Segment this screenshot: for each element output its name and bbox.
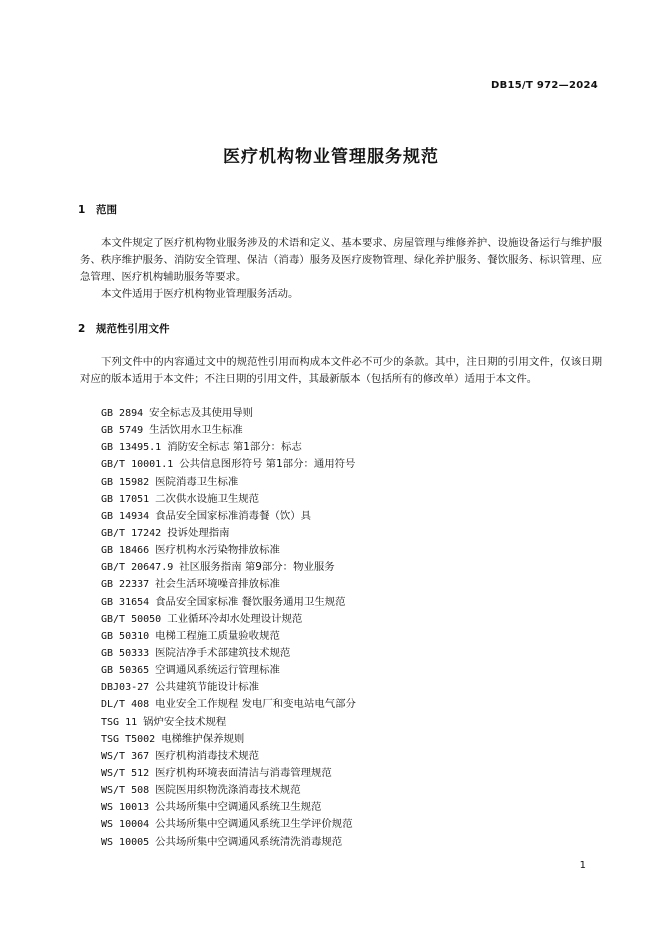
reference-title: 公共信息图形符号 第1部分：通用符号 [179, 458, 356, 471]
reference-title: 食品安全国家标准 餐饮服务通用卫生规范 [155, 595, 346, 608]
reference-code: GB 13495.1 [101, 442, 162, 454]
reference-code: TSG T5002 [101, 733, 156, 745]
section-1-paragraph: 本文件适用于医疗机构物业管理服务活动。 [101, 288, 299, 300]
section-1-body [80, 235, 602, 303]
reference-item [101, 611, 356, 628]
section-2-number: 2 [78, 323, 86, 335]
reference-code: WS 10004 [101, 819, 150, 831]
reference-item [101, 439, 356, 456]
reference-title: 电梯工程施工质量验收规范 [155, 629, 280, 642]
reference-item [101, 748, 356, 765]
reference-code: WS/T 367 [101, 750, 150, 762]
reference-title: 生活饮用水卫生标准 [149, 424, 243, 437]
reference-item [101, 696, 356, 713]
reference-item [101, 542, 356, 559]
reference-item [101, 782, 356, 799]
reference-item [101, 508, 356, 525]
section-1-title: 范围 [96, 204, 117, 216]
section-1-paragraph: 本文件规定了医疗机构物业服务涉及的术语和定义、基本要求、房屋管理与维修养护、设施设备运行与维护服务、秩序维护服务、消防安全管理、保洁（消毒）服务及医疗废物管理、绿化养护服务、餐饮服务、标识管理、应急管理、医疗机构辅助服务等要求。 [80, 237, 602, 283]
reference-item [101, 456, 356, 473]
reference-title: 医院医用织物洗涤消毒技术规范 [155, 784, 301, 797]
reference-title: 公共场所集中空调通风系统清洗消毒规范 [155, 835, 343, 848]
reference-title: 锅炉安全技术规程 [143, 715, 227, 728]
section-1-number: 1 [78, 204, 86, 216]
reference-title: 二次供水设施卫生规范 [155, 492, 260, 505]
reference-code: GB/T 50050 [101, 613, 162, 625]
reference-title: 医院洁净手术部建筑技术规范 [155, 646, 291, 659]
reference-item [101, 834, 356, 851]
reference-code: GB 50333 [101, 647, 150, 659]
reference-item [101, 714, 356, 731]
reference-item [101, 594, 356, 611]
reference-code: GB 50310 [101, 630, 150, 642]
reference-code: GB 15982 [101, 476, 150, 488]
document-code: DB15/T 972—2024 [491, 80, 598, 91]
reference-code: WS/T 508 [101, 785, 150, 797]
reference-title: 医疗机构消毒技术规范 [155, 749, 260, 762]
reference-code: GB/T 17242 [101, 527, 162, 539]
reference-code: GB 14934 [101, 510, 150, 522]
reference-title: 空调通风系统运行管理标准 [155, 664, 280, 677]
reference-code: GB 22337 [101, 579, 150, 591]
section-2-intro-paragraph: 下列文件中的内容通过文中的规范性引用而构成本文件必不可少的条款。其中，注日期的引用文件，仅该日期对应的版本适用于本文件；不注日期的引用文件，其最新版本（包括所有的修改单）适用于本文件。 [80, 356, 602, 385]
reference-code: GB/T 20647.9 [101, 562, 174, 574]
reference-item [101, 474, 356, 491]
reference-title: 公共场所集中空调通风系统卫生规范 [155, 801, 322, 814]
reference-item [101, 662, 356, 679]
reference-item [101, 405, 356, 422]
reference-item [101, 731, 356, 748]
reference-code: GB 5749 [101, 425, 144, 437]
reference-title: 公共场所集中空调通风系统卫生学评价规范 [155, 818, 353, 831]
reference-item [101, 491, 356, 508]
reference-code: DL/T 408 [101, 699, 150, 711]
page-number: 1 [579, 860, 586, 871]
reference-code: TSG 11 [101, 716, 138, 728]
reference-title: 食品安全国家标准消毒餐（饮）具 [155, 509, 312, 522]
section-2-heading [78, 321, 170, 336]
reference-code: DBJ03-27 [101, 682, 150, 694]
reference-item [101, 816, 356, 833]
reference-item [101, 576, 356, 593]
reference-title: 医疗机构水污染物排放标准 [155, 544, 280, 557]
document-title: 医疗机构物业管理服务规范 [223, 147, 439, 167]
reference-title: 安全标志及其使用导则 [149, 407, 254, 419]
reference-list [101, 405, 356, 851]
reference-title: 社区服务指南 第9部分：物业服务 [179, 561, 335, 574]
reference-code: WS/T 512 [101, 767, 150, 779]
reference-title: 社会生活环境噪音排放标准 [155, 578, 280, 591]
section-2-intro [80, 354, 602, 388]
reference-title: 公共建筑节能设计标准 [155, 681, 260, 694]
section-2-title: 规范性引用文件 [96, 323, 170, 335]
reference-title: 消防安全标志 第1部分：标志 [167, 441, 302, 454]
reference-code: WS 10013 [101, 802, 150, 814]
reference-item [101, 422, 356, 439]
reference-title: 工业循环冷却水处理设计规范 [167, 612, 303, 625]
reference-code: GB 2894 [101, 408, 144, 419]
reference-title: 医疗机构环境表面清洁与消毒管理规范 [155, 766, 332, 779]
reference-item [101, 645, 356, 662]
reference-code: GB 50365 [101, 665, 150, 677]
reference-item [101, 559, 356, 576]
reference-code: GB 31654 [101, 596, 150, 608]
reference-title: 医院消毒卫生标准 [155, 475, 239, 488]
reference-code: GB 18466 [101, 545, 150, 557]
reference-title: 电梯维护保养规则 [161, 732, 245, 745]
reference-title: 电业安全工作规程 发电厂和变电站电气部分 [155, 698, 356, 711]
reference-item [101, 628, 356, 645]
section-1-heading [78, 202, 117, 217]
reference-item [101, 799, 356, 816]
reference-code: GB/T 10001.1 [101, 459, 174, 471]
reference-item [101, 525, 356, 542]
reference-title: 投诉处理指南 [167, 526, 230, 539]
reference-code: WS 10005 [101, 836, 150, 848]
reference-item [101, 765, 356, 782]
reference-code: GB 17051 [101, 493, 150, 505]
reference-item [101, 679, 356, 696]
